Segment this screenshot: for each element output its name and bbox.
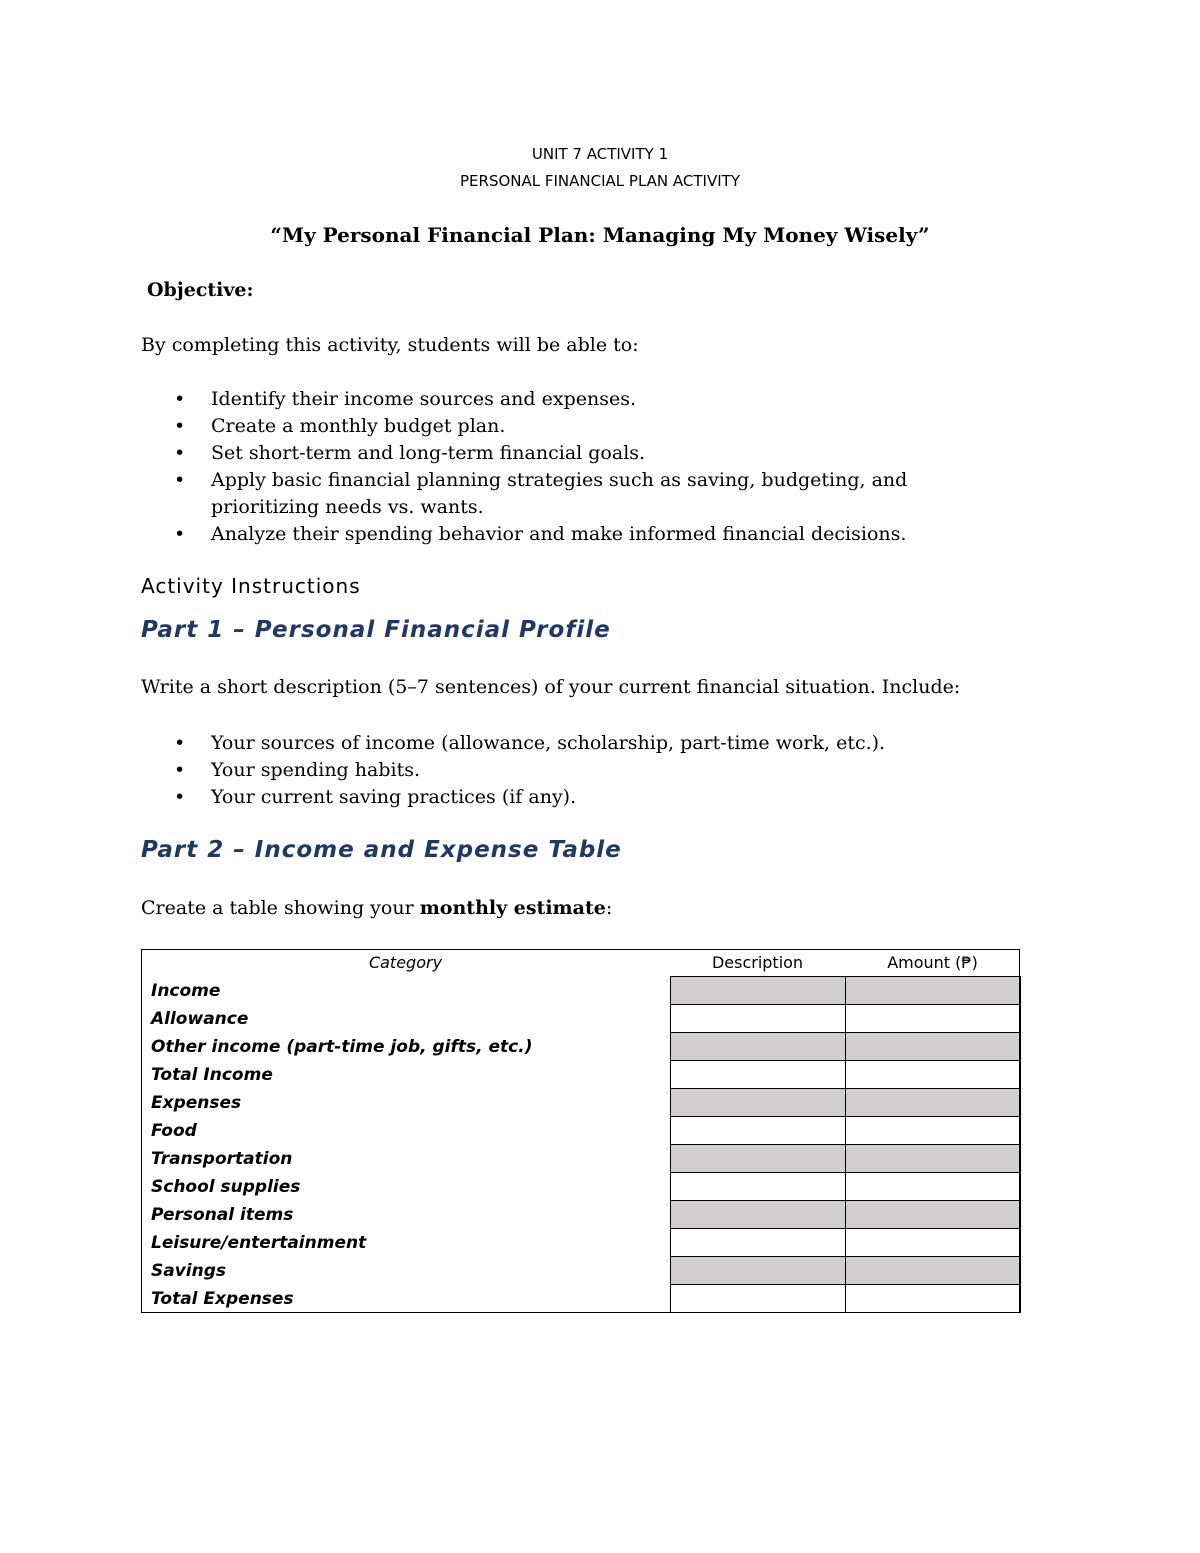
profile-list bbox=[141, 730, 1021, 811]
amount-cell[interactable] bbox=[845, 1257, 1020, 1285]
list-item: • Create a monthly budget plan. bbox=[141, 413, 1021, 440]
amount-cell[interactable] bbox=[845, 1145, 1020, 1173]
unit-title: UNIT 7 ACTIVITY 1 bbox=[531, 145, 669, 163]
part1-heading: Part 1 – Personal Financial Profile bbox=[141, 617, 611, 643]
amount-cell[interactable] bbox=[845, 1173, 1020, 1201]
bullet-icon: • bbox=[174, 523, 186, 545]
description-cell[interactable] bbox=[670, 1285, 845, 1313]
objective-list bbox=[141, 386, 1021, 548]
row-label: Allowance bbox=[151, 1008, 249, 1029]
row-label: Savings bbox=[151, 1260, 227, 1281]
list-item: • Set short-term and long-term financial goals. bbox=[141, 440, 1021, 467]
table-row bbox=[141, 1285, 1020, 1313]
table-row bbox=[141, 1033, 1020, 1061]
amount-cell[interactable] bbox=[845, 1061, 1020, 1089]
instructions-heading: Activity Instructions bbox=[141, 574, 361, 598]
part2-heading: Part 2 – Income and Expense Table bbox=[141, 837, 622, 863]
part1-instructions: Write a short description (5–7 sentences) of your current financial situation. Include: bbox=[141, 676, 961, 698]
activity-title: PERSONAL FINANCIAL PLAN ACTIVITY bbox=[460, 172, 740, 190]
list-item: • Analyze their spending behavior and make informed financial decisions. bbox=[141, 521, 1021, 548]
description-cell[interactable] bbox=[670, 1173, 845, 1201]
bullet-icon: • bbox=[174, 759, 186, 781]
row-label: Other income (part-time job, gifts, etc.) bbox=[151, 1036, 533, 1057]
description-cell[interactable] bbox=[670, 977, 845, 1005]
list-item: • Your current saving practices (if any). bbox=[141, 784, 1021, 811]
description-cell[interactable] bbox=[670, 1257, 845, 1285]
row-label: Transportation bbox=[151, 1148, 293, 1169]
column-header-description: Description bbox=[711, 953, 804, 972]
amount-cell[interactable] bbox=[845, 1229, 1020, 1257]
description-cell[interactable] bbox=[670, 1033, 845, 1061]
table-row bbox=[141, 1229, 1020, 1257]
amount-cell[interactable] bbox=[845, 977, 1020, 1005]
description-cell[interactable] bbox=[670, 1201, 845, 1229]
list-item: • Your spending habits. bbox=[141, 757, 1021, 784]
bullet-icon: • bbox=[174, 469, 186, 491]
table-row bbox=[141, 1257, 1020, 1285]
amount-cell[interactable] bbox=[845, 1117, 1020, 1145]
table-row bbox=[141, 1005, 1020, 1033]
table-row bbox=[141, 1201, 1020, 1229]
row-label: School supplies bbox=[151, 1176, 301, 1197]
amount-cell[interactable] bbox=[845, 1089, 1020, 1117]
bullet-icon: • bbox=[174, 732, 186, 754]
amount-cell[interactable] bbox=[845, 1005, 1020, 1033]
column-header-amount: Amount (₱) bbox=[887, 953, 978, 972]
table-row bbox=[141, 977, 1020, 1005]
column-header-category: Category bbox=[368, 953, 443, 973]
description-cell[interactable] bbox=[670, 1145, 845, 1173]
amount-cell[interactable] bbox=[845, 1201, 1020, 1229]
table-row bbox=[141, 1117, 1020, 1145]
description-cell[interactable] bbox=[670, 1061, 845, 1089]
list-item: • Apply basic financial planning strategies such as saving, budgeting, and prioritizing needs vs. wants. bbox=[174, 469, 908, 518]
part2-instructions: Create a table showing your monthly estimate: bbox=[141, 897, 613, 919]
list-item: • Your sources of income (allowance, scholarship, part-time work, etc.). bbox=[141, 730, 1021, 757]
amount-cell[interactable] bbox=[845, 1033, 1020, 1061]
row-label: Income bbox=[151, 980, 221, 1001]
row-label: Leisure/entertainment bbox=[151, 1232, 367, 1253]
bullet-icon: • bbox=[174, 415, 186, 437]
income-expense-table bbox=[141, 949, 1021, 1313]
row-label: Personal items bbox=[151, 1204, 294, 1225]
objective-label: Objective: bbox=[147, 279, 254, 301]
bullet-icon: • bbox=[174, 388, 186, 410]
row-label: Food bbox=[151, 1120, 197, 1141]
description-cell[interactable] bbox=[670, 1117, 845, 1145]
row-label: Total Expenses bbox=[151, 1288, 294, 1309]
objective-intro: By completing this activity, students will be able to: bbox=[141, 334, 639, 356]
row-label: Total Income bbox=[151, 1064, 273, 1085]
bullet-icon: • bbox=[174, 442, 186, 464]
row-label: Expenses bbox=[151, 1092, 242, 1113]
table-row bbox=[141, 1145, 1020, 1173]
bullet-icon: • bbox=[174, 786, 186, 808]
table-row bbox=[141, 1173, 1020, 1201]
table-row bbox=[141, 1061, 1020, 1089]
table-row bbox=[141, 1089, 1020, 1117]
description-cell[interactable] bbox=[670, 1229, 845, 1257]
description-cell[interactable] bbox=[670, 1089, 845, 1117]
table-header-row bbox=[141, 949, 1020, 977]
list-item: • Identify their income sources and expenses. bbox=[141, 386, 1021, 413]
amount-cell[interactable] bbox=[845, 1285, 1020, 1313]
page-title: “My Personal Financial Plan: Managing My Money Wisely” bbox=[270, 223, 930, 247]
description-cell[interactable] bbox=[670, 1005, 845, 1033]
